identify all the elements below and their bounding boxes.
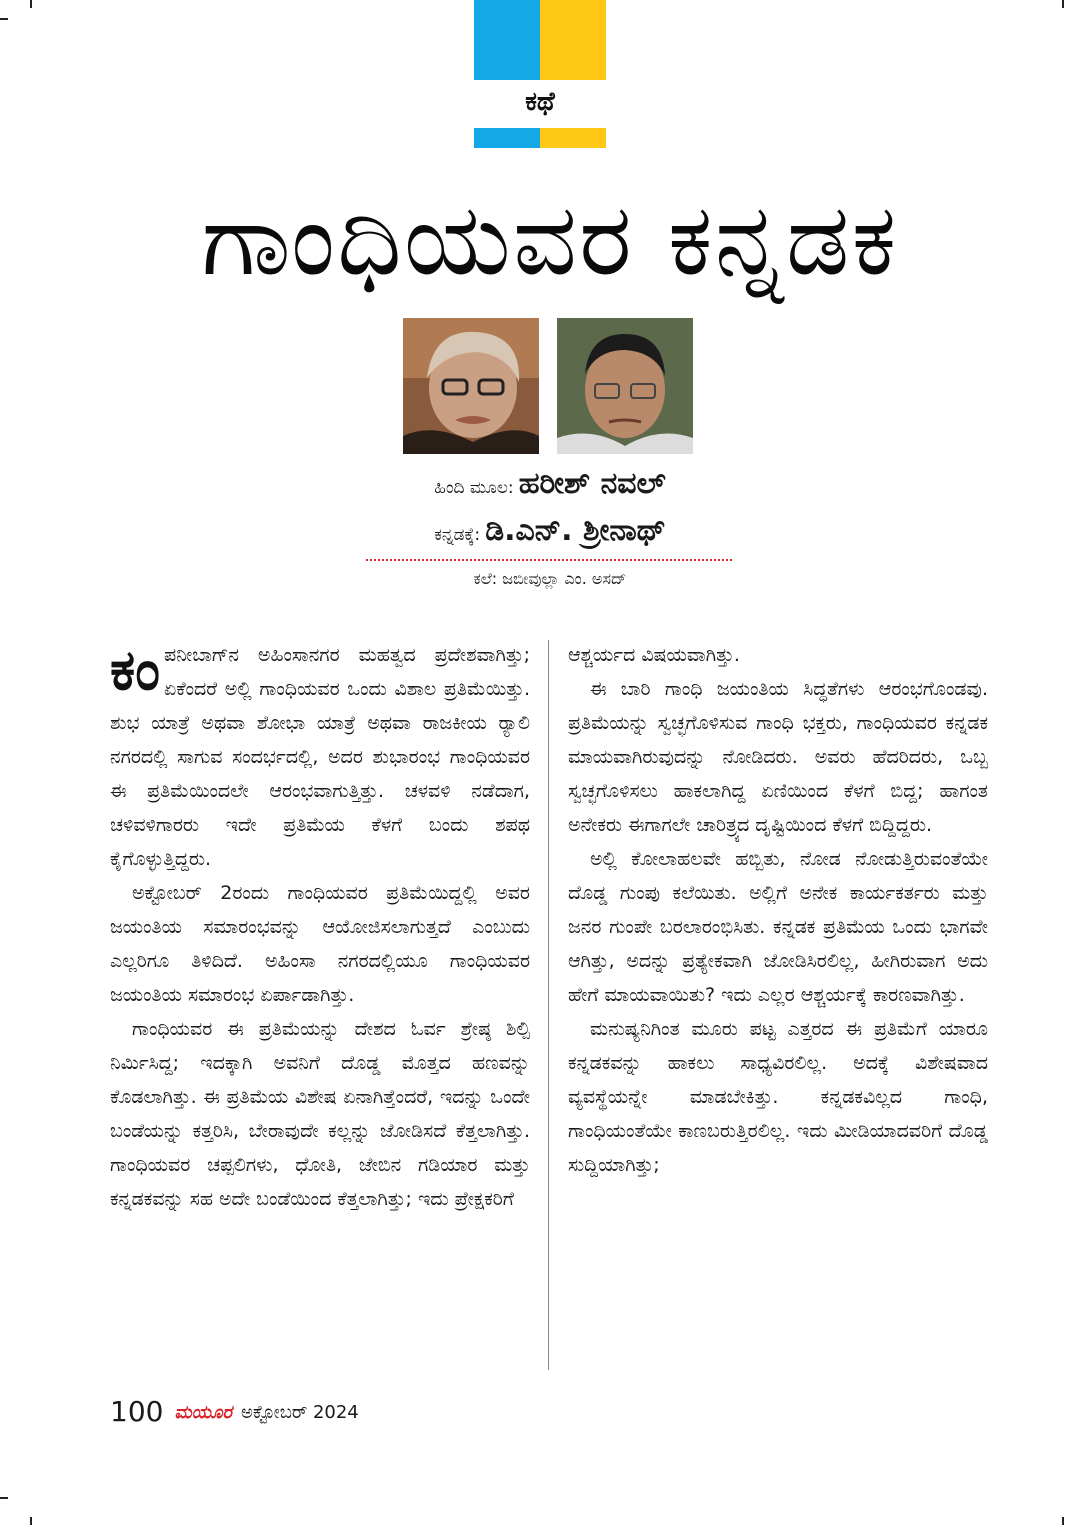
article-paragraph [110,638,530,876]
translator-line [300,508,800,558]
article-column-right [568,638,988,1182]
article-paragraph: ಮನುಷ್ಯನಿಗಿಂತ ಮೂರು ಪಟ್ಟ ಎತ್ತರದ ಈ ಪ್ರತಿಮೆಗೆ ಯಾರೂ ಕನ್ನಡಕವನ್ನು ಹಾಕಲು ಸಾಧ್ಯವಿರಲಿಲ್ಲ. ಅದಕ್ಕೆ ವಿಶೇಷವಾದ ವ್ಯವಸ್ಥೆಯನ್ನೇ ಮಾಡಬೇಕಿತ್ತು. ಕನ್ನಡಕವಿಲ್ಲದ ಗಾಂಧಿ, ಗಾಂಧಿಯಂತೆಯೇ ಕಾಣಬರುತ್ತಿರಲಿಲ್ಲ. ಇದು ಮೀಡಿಯಾದವರಿಗೆ ದೊಡ್ಡ ಸುದ್ದಿಯಾಗಿತ್ತು; [568,1018,988,1176]
original-label: ಹಿಂದಿ ಮೂಲ: [434,478,514,498]
article-paragraph: ಈ ಬಾರಿ ಗಾಂಧಿ ಜಯಂತಿಯ ಸಿದ್ಧತೆಗಳು ಆರಂಭಗೊಂಡವು. ಪ್ರತಿಮೆಯನ್ನು ಸ್ವಚ್ಛಗೊಳಿಸುವ ಗಾಂಧಿ ಭಕ್ತರು, ಗಾಂಧಿಯವರ ಕನ್ನಡಕ ಮಾಯವಾಗಿರುವುದನ್ನು ನೋಡಿದರು. ಅವರು ಹೆದರಿದರು, ಒಬ್ಬ ಸ್ವಚ್ಛಗೊಳಿಸಲು ಹಾಕಲಾಗಿದ್ದ ಏಣಿಯಿಂದ ಕೆಳಗೆ ಬಿದ್ದ; ಹಾಗಂತ ಅನೇಕರು ಈಗಾಗಲೇ ಚಾರಿತ್ರ್ಯದ ದೃಷ್ಟಿಯಿಂದ ಕೆಳಗೆ ಬಿದ್ದಿದ್ದರು. [568,678,988,836]
original-author: ಹರೀಶ್ ನವಲ್ [518,466,666,501]
article-paragraph: ಗಾಂಧಿಯವರ ಈ ಪ್ರತಿಮೆಯನ್ನು ದೇಶದ ಓರ್ವ ಶ್ರೇಷ್ಠ ಶಿಲ್ಪಿ ನಿರ್ಮಿಸಿದ್ದ; ಇದಕ್ಕಾಗಿ ಅವನಿಗೆ ದೊಡ್ಡ ಮೊತ್ತದ ಹಣವನ್ನು ಕೊಡಲಾಗಿತ್ತು. ಈ ಪ್ರತಿಮೆಯ ವಿಶೇಷ ಏನಾಗಿತ್ತೆಂದರೆ, ಇದನ್ನು ಒಂದೇ ಬಂಡೆಯನ್ನು ಕತ್ತರಿಸಿ, ಬೇರಾವುದೇ ಕಲ್ಲನ್ನು ಜೋಡಿಸದೆ ಕೆತ್ತಲಾಗಿತ್ತು. ಗಾಂಧಿಯವರ ಚಪ್ಪಲಿಗಳು, ಧೋತಿ, ಜೇಬಿನ ಗಡಿಯಾರ ಮತ್ತು ಕನ್ನಡಕವನ್ನು ಸಹ ಅದೇ ಬಂಡೆಯಿಂದ ಕೆತ್ತಲಾಗಿತ್ತು; ಇದು ಪ್ರೇಕ್ಷಕರಿಗೆ [110,1018,530,1210]
original-author-line [300,462,800,510]
crop-mark [0,1497,8,1499]
story-title: ಗಾಂಧಿಯವರ ಕನ್ನಡಕ [201,181,899,298]
article-paragraph: ಅಲ್ಲಿ ಕೋಲಾಹಲವೇ ಹಬ್ಬಿತು, ನೋಡ ನೋಡುತ್ತಿರುವಂತೆಯೇ ದೊಡ್ಡ ಗುಂಪು ಕಲೆಯಿತು. ಅಲ್ಲಿಗೆ ಅನೇಕ ಕಾರ್ಯಕರ್ತರು ಮತ್ತು ಜನರ ಗುಂಪೇ ಬರಲಾರಂಭಿಸಿತು. ಕನ್ನಡಕ ಪ್ರತಿಮೆಯ ಒಂದು ಭಾಗವೇ ಆಗಿತ್ತು, ಅದನ್ನು ಪ್ರತ್ಯೇಕವಾಗಿ ಜೋಡಿಸಿರಲಿಲ್ಲ, ಹೀಗಿರುವಾಗ ಅದು ಹೇಗೆ ಮಾಯವಾಯಿತು? ಇದು ಎಲ್ಲರ ಆಶ್ಚರ್ಯಕ್ಕೆ ಕಾರಣವಾಗಿತ್ತು. [568,848,988,1006]
section-banner [474,0,606,150]
article-paragraph: ಅಕ್ಟೋಬರ್ 2ರಂದು ಗಾಂಧಿಯವರ ಪ್ರತಿಮೆಯಿದ್ದಲ್ಲಿ ಅವರ ಜಯಂತಿಯ ಸಮಾರಂಭವನ್ನು ಆಯೋಜಿಸಲಾಗುತ್ತದೆ ಎಂಬುದು ಎಲ್ಲರಿಗೂ ತಿಳಿದಿದೆ. ಅಹಿಂಸಾ ನಗರದಲ್ಲಿಯೂ ಗಾಂಧಿಯವರ ಜಯಂತಿಯ ಸಮಾರಂಭ ಏರ್ಪಾಡಾಗಿತ್ತು. [110,882,530,1006]
article-paragraph: ಆಶ್ಚರ್ಯದ ವಿಷಯವಾಗಿತ್ತು. [568,644,740,666]
crop-mark [1062,0,1064,8]
art-credit-line [300,566,800,592]
crop-mark [30,0,32,8]
crop-mark [0,18,8,20]
magazine-logo: ಮಯೂರ [174,1401,232,1423]
crop-mark [1062,1517,1064,1525]
author-photo [403,318,539,454]
paragraph-text: ಪನೀಬಾಗ್‌ನ ಅಹಿಂಸಾನಗರ ಮಹತ್ವದ ಪ್ರದೇಶವಾಗಿತ್ತು; ಏಕೆಂದರೆ ಅಲ್ಲಿ ಗಾಂಧಿಯವರ ಒಂದು ವಿಶಾಲ ಪ್ರತಿಮೆಯಿತ್ತು. ಶುಭ ಯಾತ್ರೆ ಅಥವಾ ಶೋಭಾ ಯಾತ್ರೆ ಅಥವಾ ರಾಜಕೀಯ ರ್‍ಯಾಲಿ ನಗರದಲ್ಲಿ ಸಾಗುವ ಸಂದರ್ಭದಲ್ಲಿ, ಅದರ ಶುಭಾರಂಭ ಗಾಂಧಿಯವರ ಈ ಪ್ರತಿಮೆಯಿಂದಲೇ ಆರಂಭವಾಗುತ್ತಿತ್ತು. ಚಳವಳಿ ನಡೆದಾಗ, ಚಳಿವಳಿಗಾರರು ಇದೇ ಪ್ರತಿಮೆಯ ಕೆಳಗೆ ಬಂದು ಶಪಥ ಕೈಗೊಳ್ಳುತ್ತಿದ್ದರು. [110,644,530,870]
issue-date: ಅಕ್ಟೋಬರ್ 2024 [241,1401,359,1423]
page-footer [110,1392,359,1432]
crop-mark [30,1517,32,1525]
artist-name: ಜಬೀವುಲ್ಲಾ ಎಂ. ಅಸದ್ [502,569,627,588]
column-divider [548,640,549,1370]
section-label: ಕಥೆ [525,87,555,117]
banner-yellow-strip [540,128,606,148]
translator-name: ಡಿ.ಎನ್. ಶ್ರೀನಾಥ್ [485,513,666,548]
banner-yellow-block [540,0,606,80]
dotted-divider [366,559,732,561]
article-column-left [110,638,530,1216]
banner-blue-strip [474,128,540,148]
page-number: 100 [110,1395,164,1428]
art-label: ಕಲೆ: [473,569,498,588]
translator-photo [557,318,693,454]
drop-cap: ಕಂ [110,638,161,703]
banner-blue-block [474,0,540,80]
translation-label: ಕನ್ನಡಕ್ಕೆ: [434,525,481,545]
